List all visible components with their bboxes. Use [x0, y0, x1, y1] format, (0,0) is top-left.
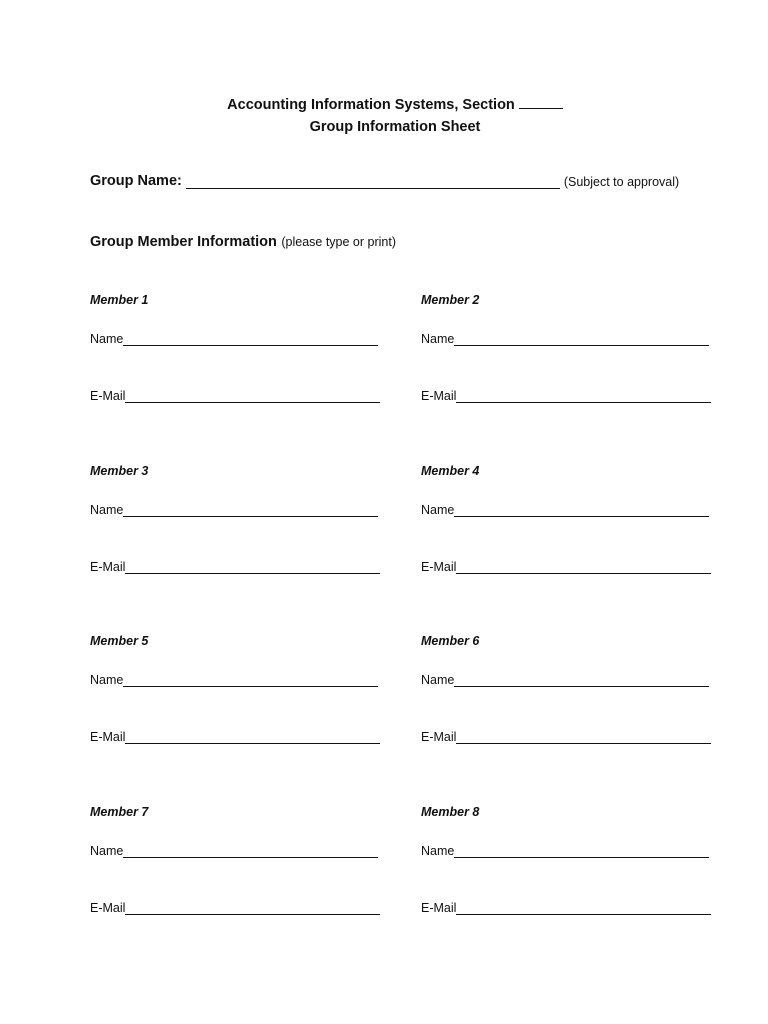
- email-label: E-Mail: [421, 901, 457, 915]
- member-heading: Member 5: [90, 634, 149, 648]
- email-input-line[interactable]: [456, 901, 711, 915]
- member-heading: Member 4: [421, 464, 480, 478]
- member-heading: Member 6: [421, 634, 480, 648]
- member-info-title: Group Member Information: [90, 234, 277, 250]
- member-info-note: (please type or print): [281, 235, 396, 249]
- email-input-line[interactable]: [456, 560, 711, 574]
- section-blank[interactable]: [519, 96, 563, 109]
- name-label: Name: [421, 332, 455, 346]
- group-name-note: (Subject to approval): [563, 175, 680, 189]
- name-field-row: [421, 332, 709, 346]
- group-name-field[interactable]: [186, 174, 560, 189]
- name-label: Name: [421, 673, 455, 687]
- email-field-row: [90, 560, 380, 574]
- group-name-label: Group Name:: [90, 173, 182, 189]
- name-input-line[interactable]: [454, 503, 709, 517]
- email-label: E-Mail: [421, 730, 457, 744]
- member-info-heading: [90, 233, 396, 251]
- name-label: Name: [421, 844, 455, 858]
- name-input-line[interactable]: [123, 503, 378, 517]
- name-label: Name: [90, 844, 124, 858]
- group-name-row: [90, 173, 730, 189]
- email-input-line[interactable]: [125, 901, 380, 915]
- email-label: E-Mail: [90, 730, 126, 744]
- member-heading: Member 1: [90, 293, 149, 307]
- member-heading: Member 8: [421, 805, 480, 819]
- name-field-row: [90, 844, 378, 858]
- email-label: E-Mail: [421, 389, 457, 403]
- name-field-row: [421, 844, 709, 858]
- name-field-row: [90, 503, 378, 517]
- email-field-row: [421, 730, 711, 744]
- title-block: [0, 94, 768, 138]
- name-field-row: [421, 673, 709, 687]
- email-label: E-Mail: [90, 560, 126, 574]
- email-field-row: [90, 730, 380, 744]
- name-input-line[interactable]: [454, 844, 709, 858]
- email-input-line[interactable]: [456, 389, 711, 403]
- email-field-row: [90, 389, 380, 403]
- email-field-row: [90, 901, 380, 915]
- email-field-row: [421, 389, 711, 403]
- email-input-line[interactable]: [125, 560, 380, 574]
- name-label: Name: [421, 503, 455, 517]
- name-input-line[interactable]: [123, 332, 378, 346]
- name-input-line[interactable]: [454, 332, 709, 346]
- course-title: Accounting Information Systems, Section: [227, 97, 515, 113]
- member-heading: Member 3: [90, 464, 149, 478]
- email-label: E-Mail: [421, 560, 457, 574]
- name-label: Name: [90, 673, 124, 687]
- email-label: E-Mail: [90, 901, 126, 915]
- name-input-line[interactable]: [123, 673, 378, 687]
- email-input-line[interactable]: [125, 389, 380, 403]
- name-label: Name: [90, 332, 124, 346]
- name-field-row: [421, 503, 709, 517]
- member-heading: Member 7: [90, 805, 149, 819]
- email-field-row: [421, 560, 711, 574]
- email-label: E-Mail: [90, 389, 126, 403]
- email-field-row: [421, 901, 711, 915]
- name-label: Name: [90, 503, 124, 517]
- name-field-row: [90, 332, 378, 346]
- sheet-title: Group Information Sheet: [309, 119, 481, 135]
- email-input-line[interactable]: [125, 730, 380, 744]
- member-heading: Member 2: [421, 293, 480, 307]
- name-input-line[interactable]: [123, 844, 378, 858]
- email-input-line[interactable]: [456, 730, 711, 744]
- title-line-1: [0, 94, 768, 116]
- name-field-row: [90, 673, 378, 687]
- name-input-line[interactable]: [454, 673, 709, 687]
